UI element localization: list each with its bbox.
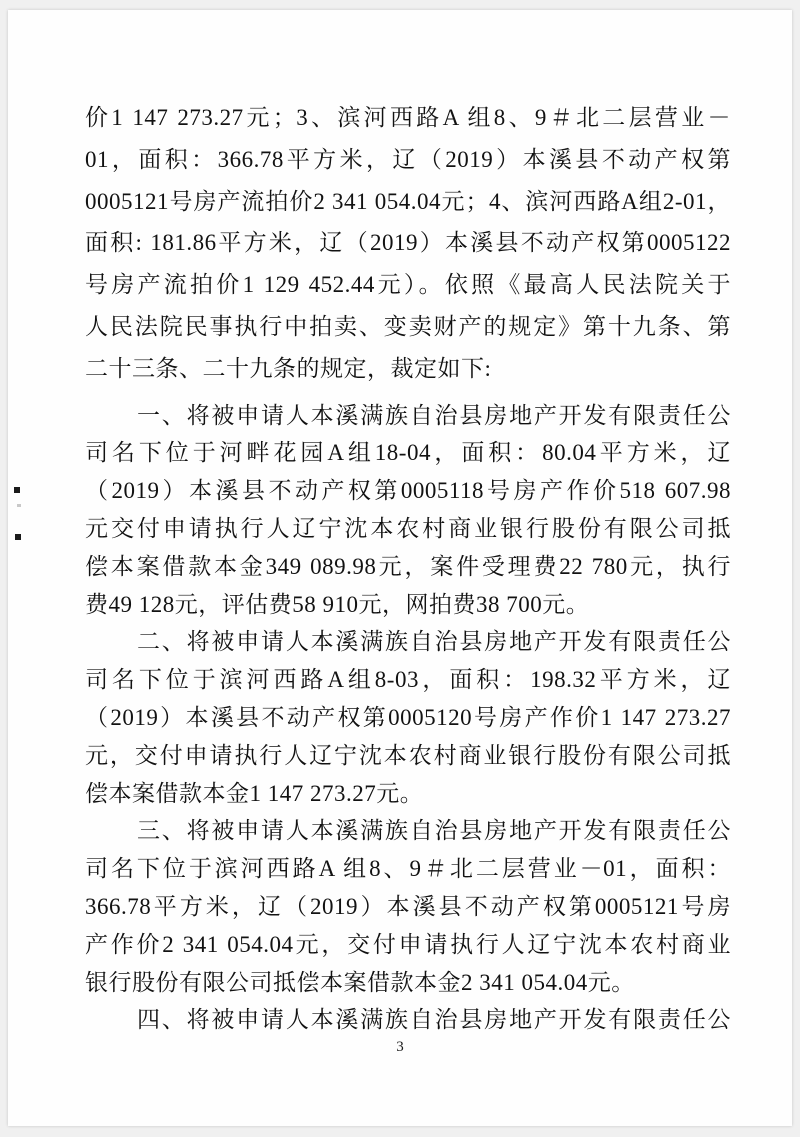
text-line: 司名下位于滨河西路A组8-03，面积：198.32平方米，辽 bbox=[85, 667, 731, 693]
text-line: 366.78平方米，辽（2019）本溪县不动产权第0005121号房 bbox=[85, 893, 731, 919]
text-line: 司名下位于河畔花园A组18-04，面积：80.04平方米，辽 bbox=[85, 440, 731, 466]
text-line: （2019）本溪县不动产权第0005120号房产作价1 147 273.27 bbox=[85, 704, 731, 730]
text-line: 二十三条、二十九条的规定，裁定如下: bbox=[85, 355, 492, 381]
text-line: 三、将被申请人本溪满族自治县房地产开发有限责任公 bbox=[137, 818, 731, 844]
scan-artifact-mark bbox=[14, 487, 20, 493]
text-line: 银行股份有限公司抵偿本案借款本金2 341 054.04元。 bbox=[85, 969, 635, 995]
text-line: 元，交付申请执行人辽宁沈本农村商业银行股份有限公司抵 bbox=[85, 742, 731, 768]
text-line: 0005121号房产流拍价2 341 054.04元；4、滨河西路A组2-01， bbox=[85, 188, 731, 214]
text-line: 人民法院民事执行中拍卖、变卖财产的规定》第十九条、第 bbox=[85, 313, 731, 339]
text-line: 价1 147 273.27元；3、滨河西路A 组8、9＃北二层营业－ bbox=[85, 105, 731, 130]
scan-artifact-mark bbox=[15, 534, 21, 540]
text-line: （2019）本溪县不动产权第0005118号房产作价518 607.98 bbox=[85, 478, 731, 504]
text-line: 号房产流拍价1 129 452.44元）。依照《最高人民法院关于 bbox=[85, 272, 731, 298]
text-line: 01，面积：366.78平方米，辽（2019）本溪县不动产权第 bbox=[85, 146, 731, 172]
document-page bbox=[8, 10, 792, 1126]
text-line: 一、将被申请人本溪满族自治县房地产开发有限责任公 bbox=[137, 402, 731, 428]
text-line: 费49 128元，评估费58 910元，网拍费38 700元。 bbox=[85, 591, 590, 617]
text-line: 元交付申请执行人辽宁沈本农村商业银行股份有限公司抵 bbox=[85, 515, 731, 541]
text-line: 产作价2 341 054.04元，交付申请执行人辽宁沈本农村商业 bbox=[85, 931, 731, 957]
text-line: 二、将被申请人本溪满族自治县房地产开发有限责任公 bbox=[137, 629, 731, 655]
document-body-text bbox=[85, 97, 731, 1039]
text-line: 四、将被申请人本溪满族自治县房地产开发有限责任公 bbox=[137, 1007, 731, 1033]
text-line: 偿本案借款本金1 147 273.27元。 bbox=[85, 780, 424, 806]
scan-artifact-mark bbox=[17, 504, 21, 507]
text-line: 面积: 181.86平方米，辽（2019）本溪县不动产权第0005122 bbox=[85, 230, 731, 256]
text-line: 司名下位于滨河西路A 组8、9＃北二层营业－01，面积： bbox=[85, 856, 731, 882]
text-line: 偿本案借款本金349 089.98元，案件受理费22 780元，执行 bbox=[85, 553, 731, 579]
page-number: 3 bbox=[396, 1039, 404, 1055]
